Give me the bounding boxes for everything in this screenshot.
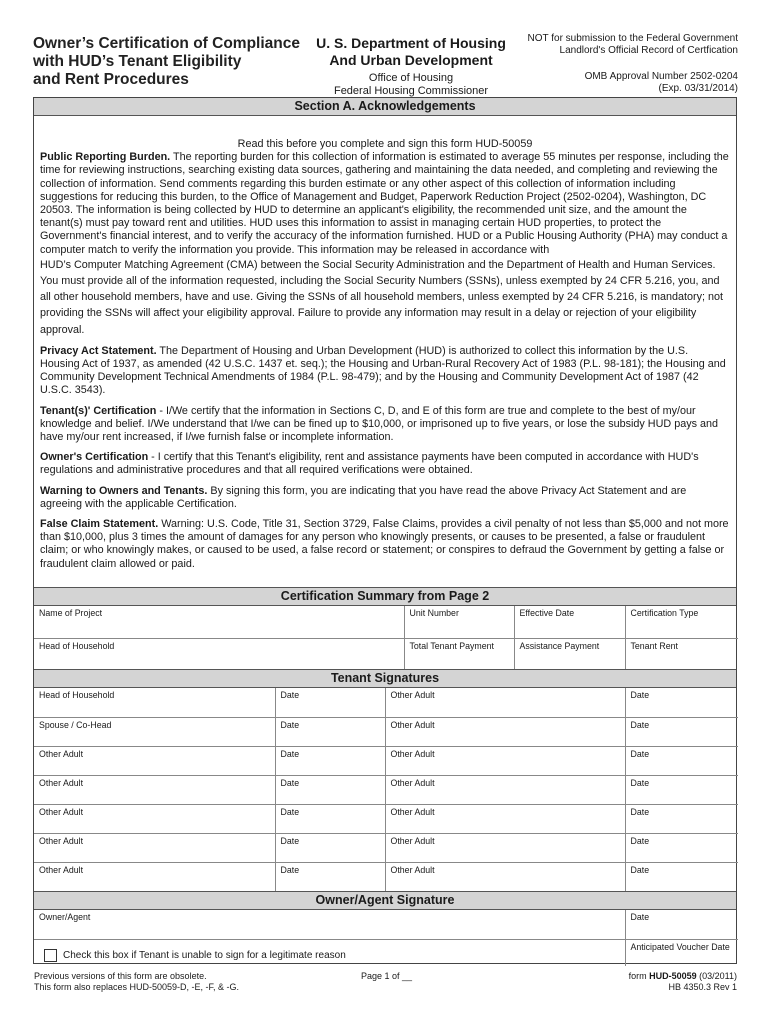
warning-label: Warning to Owners and Tenants.	[40, 484, 208, 497]
other-adult-date-field[interactable]: Date	[625, 717, 738, 746]
other-adult-date-field[interactable]: Date	[625, 746, 738, 775]
office-name: Office of Housing	[368, 72, 454, 84]
form-id-line	[629, 971, 737, 982]
department-name: U. S. Department of Housing	[316, 35, 506, 51]
burden-label: Public Reporting Burden.	[40, 151, 171, 164]
name-of-project-field[interactable]: Name of Project	[34, 606, 404, 638]
tenant-signatures-heading: Tenant Signatures	[34, 669, 736, 688]
burden-text: The reporting burden for this collection of information is estimated to average 55 minutes per response, including the time for reviewing instructions, searching existing data sources, gathering and maintaining the data needed, and completing and reviewing the collection of information. Send comments regarding this burden estimate or any other aspect of this collection of information including suggestions for reducing this burden, to the Office of Management and Budget, Paperwork Reduction Project (2502-0204), Washington, DC 20503. The information is being collected by HUD to determine an applicant's eligibility, the recommended unit size, and the amount the tenant(s) must pay toward rent and utilities. HUD uses this information to assist in managing certain HUD properties, to protect the Government's financial interest, and to verify the accuracy of the information furnished. HUD or a Public Housing Authority (PHA) may conduct a computer match to verify the information you provide. This information may be released in accordance with	[40, 151, 729, 256]
header-right-notes	[508, 33, 738, 95]
signature-date-field[interactable]: Date	[275, 688, 385, 717]
other-adult-signature-field[interactable]: Other Adult	[385, 717, 625, 746]
other-adult-signature-field[interactable]: Other Adult	[385, 862, 625, 891]
other-adult-signature-field[interactable]: Other Adult	[385, 833, 625, 862]
page-number: Page 1 of __	[361, 971, 413, 981]
signature-row	[34, 775, 738, 804]
signature-row	[34, 688, 738, 717]
burden-paragraph-2: HUD’s Computer Matching Agreement (CMA) between the Social Security Administration and the Department of Health and Human Services. You must provide all of the information requested, including the Social Security Numbers (SSNs), unless exempted by 24 CFR 5.216, you, and all other household members, have and use. Giving the SSNs of all household members, unless exempted by 24 CFR 5.216, is mandatory; not providing the SSNs will affect your eligibility approval. Failure to provide any information may result in a delay or rejection of your eligibility approval.	[40, 258, 723, 336]
false-claim-text: Warning: U.S. Code, Title 31, Section 3729, False Claims, provides a civil penalty of not less than $5,000 and not more than $10,000, plus 3 times the amount of damages for any person who knowingly presents, or causes to be presented, a false or fraudulent claim; or who knowingly makes, or caused to be used, a false record or statement; or conspires to defraud the Government by getting a false or fraudulent claim allowed or paid.	[40, 518, 729, 570]
signature-field[interactable]: Other Adult	[34, 746, 275, 775]
burden-paragraph	[40, 151, 730, 257]
owner-cert-label: Owner's Certification	[40, 451, 149, 464]
head-of-household-field[interactable]: Head of Household	[34, 638, 404, 669]
total-tenant-payment-field[interactable]: Total Tenant Payment	[404, 638, 514, 669]
signature-date-field[interactable]: Date	[275, 833, 385, 862]
tenant-cert-paragraph	[40, 405, 730, 445]
signature-date-field[interactable]: Date	[275, 862, 385, 891]
unable-to-sign-label: Check this box if Tenant is unable to sign for a legitimate reason	[63, 950, 346, 962]
anticipated-voucher-date-field[interactable]: Anticipated Voucher Date	[625, 939, 738, 966]
title-line: with HUD’s Tenant Eligibility	[33, 53, 242, 70]
effective-date-field[interactable]: Effective Date	[514, 606, 625, 638]
signature-field[interactable]: Other Adult	[34, 862, 275, 891]
landlord-record: Landlord's Official Record of Certfication	[559, 45, 738, 56]
form-header	[33, 33, 738, 96]
privacy-label: Privacy Act Statement.	[40, 344, 157, 357]
signature-row	[34, 862, 738, 891]
signature-field[interactable]: Other Adult	[34, 833, 275, 862]
omb-expiration: (Exp. 03/31/2014)	[658, 83, 738, 94]
signature-field[interactable]: Head of Household	[34, 688, 275, 717]
owner-signature-table	[34, 910, 738, 966]
privacy-paragraph	[40, 345, 730, 398]
privacy-text: The Department of Housing and Urban Development (HUD) is authorized to collect this information by the U.S. Housing Act of 1937, as amended (42 U.S.C. 1437 et. seq.); the Housing and Urban-Rural Recovery Act of 1983 (P.L. 98-181); the Housing and Community Development Technical Amendments of 1984 (P.L. 98-479); and by the Housing and Community Development Act of 1987 (42 U.S.C. 3543).	[40, 344, 726, 397]
other-adult-signature-field[interactable]: Other Adult	[385, 688, 625, 717]
false-claim-label: False Claim Statement.	[40, 518, 159, 531]
signature-field[interactable]: Other Adult	[34, 804, 275, 833]
obsolete-note: Previous versions of this form are obsolete.	[34, 971, 207, 981]
tenant-signatures-table	[34, 688, 738, 891]
owner-cert-text: - I certify that this Tenant's eligibility, rent and assistance payments have been computed in accordance with HUD's regulations and administrative procedures and that all required verifications were obtained.	[40, 451, 699, 477]
department-block	[311, 35, 511, 98]
office-commissioner: Federal Housing Commissioner	[333, 85, 489, 97]
assistance-payment-field[interactable]: Assistance Payment	[514, 638, 625, 669]
form-body	[33, 97, 737, 964]
signature-row	[34, 746, 738, 775]
form-title	[33, 35, 308, 89]
unable-to-sign-row	[34, 939, 625, 966]
tenant-cert-text: - I/We certify that the information in Sections C, D, and E of this form are true and complete to the best of my/our knowledge and belief. I/We understand that I/we can be fined up to $10,000, or imprisoned up to five years, or lose the subsidy HUD pays and have my/our rent increased, if I/we furnish false or incomplete information.	[40, 404, 719, 444]
other-adult-date-field[interactable]: Date	[625, 688, 738, 717]
other-adult-date-field[interactable]: Date	[625, 804, 738, 833]
signature-date-field[interactable]: Date	[275, 804, 385, 833]
other-adult-signature-field[interactable]: Other Adult	[385, 746, 625, 775]
signature-row	[34, 833, 738, 862]
acknowledgements	[34, 116, 736, 587]
owner-date-field[interactable]: Date	[625, 910, 738, 939]
owner-cert-paragraph	[40, 451, 730, 477]
section-a-heading: Section A. Acknowledgements	[34, 98, 736, 116]
footer-right	[629, 971, 737, 993]
intro-text: Read this before you complete and sign this form HUD-50059	[237, 138, 533, 150]
summary-heading: Certification Summary from Page 2	[34, 587, 736, 606]
other-adult-date-field[interactable]: Date	[625, 833, 738, 862]
form-id: HUD-50059	[649, 971, 697, 981]
warning-text: By signing this form, you are indicating that you have read the above Privacy Act Statement and are agreeing with the applicable Certification.	[40, 484, 687, 510]
title-line: Owner’s Certification of Compliance	[33, 35, 300, 52]
warning-paragraph	[40, 485, 730, 511]
signature-row	[34, 717, 738, 746]
other-adult-date-field[interactable]: Date	[625, 775, 738, 804]
owner-signature-heading: Owner/Agent Signature	[34, 891, 736, 910]
signature-row	[34, 804, 738, 833]
replaces-note: This form also replaces HUD-50059-D, -E, -F, & -G.	[34, 982, 240, 992]
false-claim-paragraph	[40, 518, 730, 571]
department-name-2: And Urban Development	[329, 52, 493, 68]
tenant-rent-field[interactable]: Tenant Rent	[625, 638, 738, 669]
summary-table	[34, 606, 738, 669]
owner-agent-signature-field[interactable]: Owner/Agent	[34, 910, 625, 939]
signature-date-field[interactable]: Date	[275, 746, 385, 775]
form-prefix: form	[628, 971, 650, 981]
not-for-submission: NOT for submission to the Federal Government	[527, 33, 738, 44]
form-date: (03/2011)	[696, 971, 737, 981]
omb-number: OMB Approval Number 2502-0204	[584, 71, 738, 82]
signature-field[interactable]: Other Adult	[34, 775, 275, 804]
footer-left	[34, 971, 239, 993]
unit-number-field[interactable]: Unit Number	[404, 606, 514, 638]
signature-date-field[interactable]: Date	[275, 717, 385, 746]
signature-date-field[interactable]: Date	[275, 775, 385, 804]
title-line: and Rent Procedures	[33, 71, 189, 88]
handbook-ref: HB 4350.3 Rev 1	[668, 982, 737, 992]
other-adult-signature-field[interactable]: Other Adult	[385, 775, 625, 804]
tenant-cert-label: Tenant(s)' Certification	[40, 404, 157, 417]
signature-field[interactable]: Spouse / Co-Head	[34, 717, 275, 746]
unable-to-sign-checkbox[interactable]	[44, 949, 57, 962]
other-adult-date-field[interactable]: Date	[625, 862, 738, 891]
other-adult-signature-field[interactable]: Other Adult	[385, 804, 625, 833]
certification-type-field[interactable]: Certification Type	[625, 606, 738, 638]
